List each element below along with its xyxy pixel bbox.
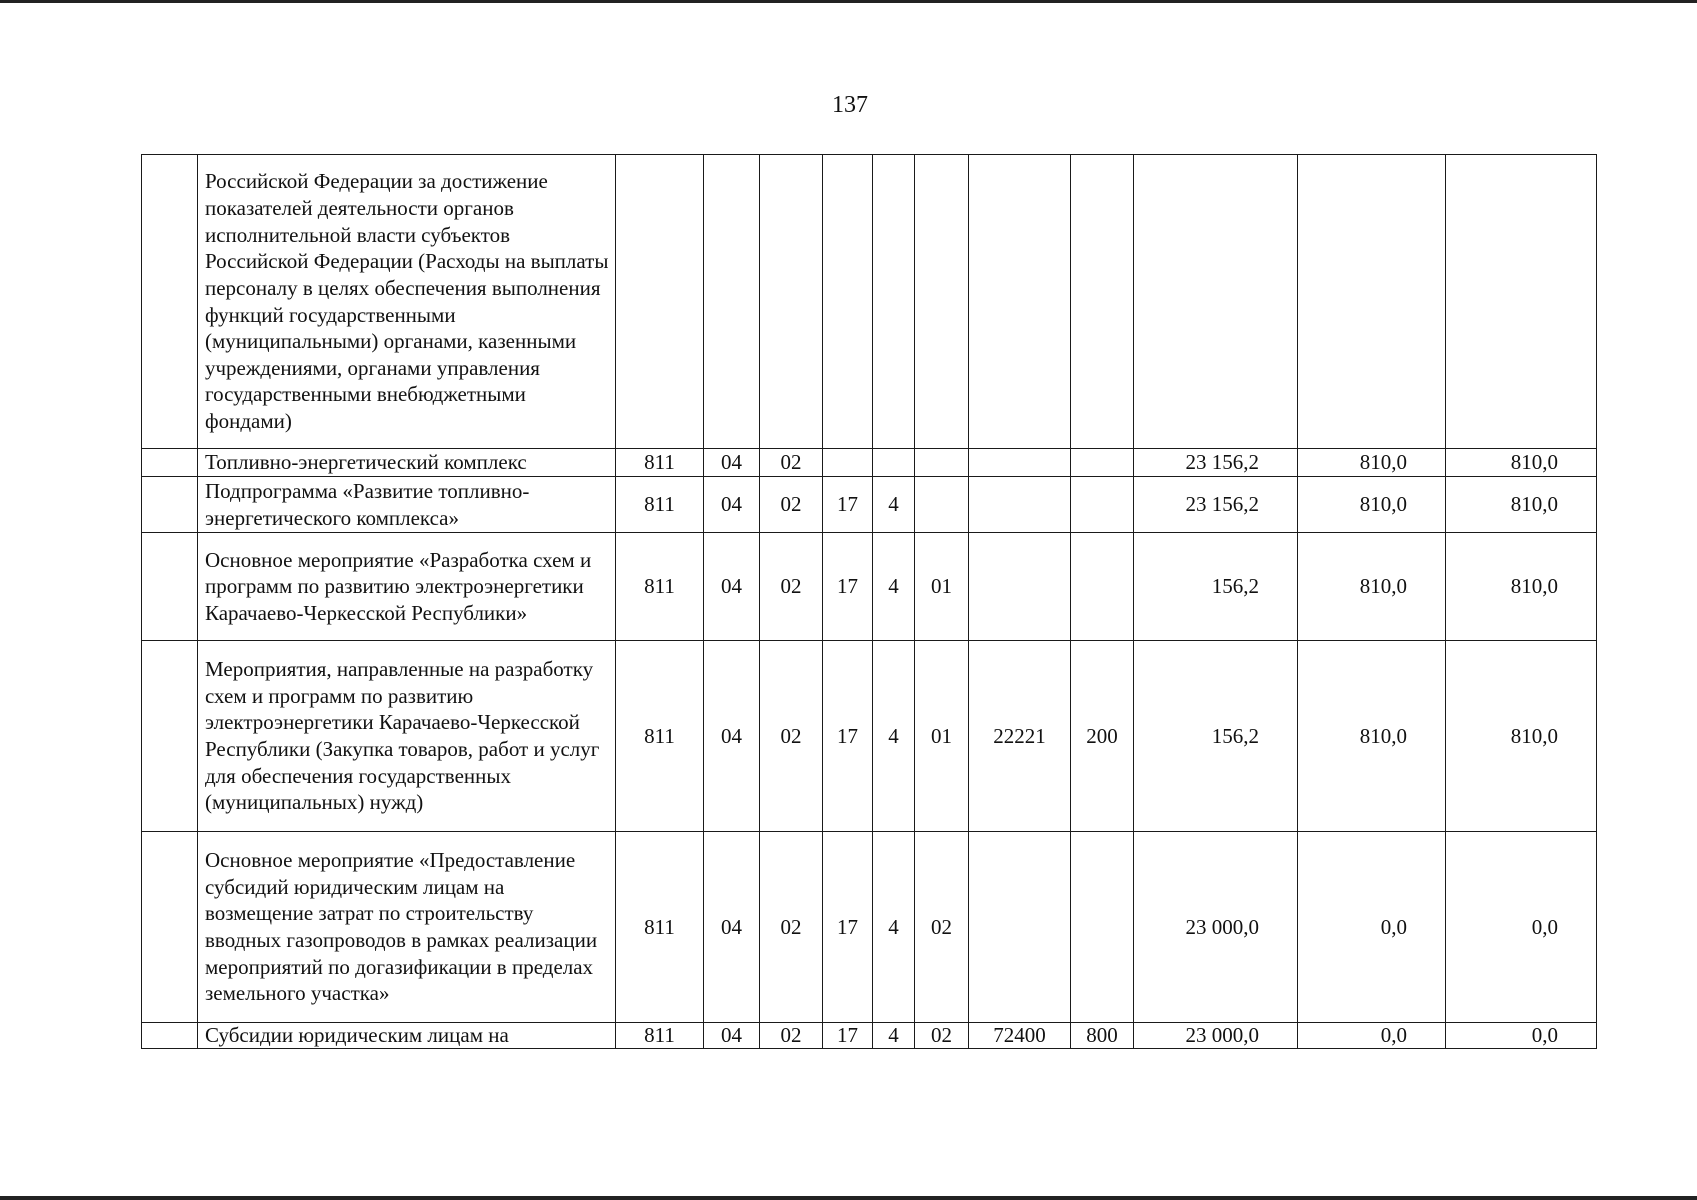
page-number: 137 bbox=[832, 92, 868, 118]
amount-1-cell: 156,2 bbox=[1134, 533, 1298, 641]
subsection-code-cell: 02 bbox=[760, 832, 823, 1023]
amount-3-cell: 810,0 bbox=[1446, 449, 1597, 477]
amount-1-cell: 23 000,0 bbox=[1134, 1023, 1298, 1049]
scan-top-edge bbox=[0, 0, 1697, 3]
section-code-cell bbox=[704, 155, 760, 449]
direction-code-cell bbox=[969, 449, 1071, 477]
table-row bbox=[142, 477, 1597, 533]
row-number-cell bbox=[142, 449, 198, 477]
amount-1-cell: 23 156,2 bbox=[1134, 477, 1298, 533]
direction-code-cell bbox=[969, 155, 1071, 449]
amount-1-cell: 156,2 bbox=[1134, 641, 1298, 832]
subsection-code-cell: 02 bbox=[760, 449, 823, 477]
ministry-code-cell bbox=[616, 155, 704, 449]
program-code-cell: 17 bbox=[823, 641, 873, 832]
section-code-cell: 04 bbox=[704, 533, 760, 641]
direction-code-cell: 22221 bbox=[969, 641, 1071, 832]
expense-type-cell bbox=[1071, 449, 1134, 477]
subsection-code-cell: 02 bbox=[760, 1023, 823, 1049]
amount-3-cell: 810,0 bbox=[1446, 641, 1597, 832]
amount-3-cell: 810,0 bbox=[1446, 533, 1597, 641]
expense-type-cell bbox=[1071, 155, 1134, 449]
direction-code-cell bbox=[969, 832, 1071, 1023]
budget-table bbox=[141, 154, 1597, 1049]
event-code-cell bbox=[915, 477, 969, 533]
event-code-cell: 01 bbox=[915, 533, 969, 641]
ministry-code-cell: 811 bbox=[616, 477, 704, 533]
event-code-cell bbox=[915, 449, 969, 477]
subprogram-code-cell: 4 bbox=[873, 533, 915, 641]
subprogram-code-cell bbox=[873, 449, 915, 477]
row-number-cell bbox=[142, 1023, 198, 1049]
row-name-cell: Основное мероприятие «Разработка схем и программ по развитию электроэнергетики Карачаево-Черкесской Республики» bbox=[198, 533, 616, 641]
program-code-cell bbox=[823, 449, 873, 477]
expense-type-cell bbox=[1071, 832, 1134, 1023]
row-number-cell bbox=[142, 832, 198, 1023]
amount-2-cell: 810,0 bbox=[1298, 641, 1446, 832]
program-code-cell: 17 bbox=[823, 533, 873, 641]
amount-3-cell: 0,0 bbox=[1446, 832, 1597, 1023]
subprogram-code-cell bbox=[873, 155, 915, 449]
subprogram-code-cell: 4 bbox=[873, 477, 915, 533]
table-row bbox=[142, 533, 1597, 641]
section-code-cell: 04 bbox=[704, 477, 760, 533]
scan-bottom-edge bbox=[0, 1196, 1697, 1200]
amount-2-cell: 810,0 bbox=[1298, 449, 1446, 477]
table-row bbox=[142, 449, 1597, 477]
ministry-code-cell: 811 bbox=[616, 1023, 704, 1049]
program-code-cell bbox=[823, 155, 873, 449]
ministry-code-cell: 811 bbox=[616, 832, 704, 1023]
row-number-cell bbox=[142, 477, 198, 533]
subsection-code-cell: 02 bbox=[760, 477, 823, 533]
table-row bbox=[142, 641, 1597, 832]
row-number-cell bbox=[142, 641, 198, 832]
direction-code-cell: 72400 bbox=[969, 1023, 1071, 1049]
program-code-cell: 17 bbox=[823, 1023, 873, 1049]
program-code-cell: 17 bbox=[823, 477, 873, 533]
row-number-cell bbox=[142, 533, 198, 641]
amount-2-cell: 810,0 bbox=[1298, 477, 1446, 533]
program-code-cell: 17 bbox=[823, 832, 873, 1023]
subprogram-code-cell: 4 bbox=[873, 641, 915, 832]
row-name-cell: Основное мероприятие «Предоставление субсидий юридическим лицам на возмещение затрат по строительству вводных газопроводов в рамках реализации мероприятий по догазификации в пределах земельного участка» bbox=[198, 832, 616, 1023]
ministry-code-cell: 811 bbox=[616, 641, 704, 832]
amount-3-cell: 810,0 bbox=[1446, 477, 1597, 533]
amount-3-cell bbox=[1446, 155, 1597, 449]
amount-1-cell bbox=[1134, 155, 1298, 449]
ministry-code-cell: 811 bbox=[616, 533, 704, 641]
amount-2-cell bbox=[1298, 155, 1446, 449]
row-number-cell bbox=[142, 155, 198, 449]
section-code-cell: 04 bbox=[704, 449, 760, 477]
amount-1-cell: 23 000,0 bbox=[1134, 832, 1298, 1023]
subsection-code-cell: 02 bbox=[760, 641, 823, 832]
table-row bbox=[142, 832, 1597, 1023]
expense-type-cell: 200 bbox=[1071, 641, 1134, 832]
row-name-cell: Российской Федерации за достижение показателей деятельности органов исполнительной власти субъектов Российской Федерации (Расходы на выплаты персоналу в целях обеспечения выполнения функций государственными (муниципальными) органами, казенными учреждениями, органами управления государственными внебюджетными фондами) bbox=[198, 155, 616, 449]
amount-3-cell: 0,0 bbox=[1446, 1023, 1597, 1049]
row-name-cell: Мероприятия, направленные на разработку схем и программ по развитию электроэнергетики Карачаево-Черкесской Республики (Закупка товаров, работ и услуг для обеспечения государственных (муниципальных) нужд) bbox=[198, 641, 616, 832]
subsection-code-cell bbox=[760, 155, 823, 449]
row-name-cell: Субсидии юридическим лицам на bbox=[198, 1023, 616, 1049]
amount-1-cell: 23 156,2 bbox=[1134, 449, 1298, 477]
amount-2-cell: 810,0 bbox=[1298, 533, 1446, 641]
event-code-cell: 02 bbox=[915, 832, 969, 1023]
section-code-cell: 04 bbox=[704, 832, 760, 1023]
event-code-cell bbox=[915, 155, 969, 449]
event-code-cell: 01 bbox=[915, 641, 969, 832]
subsection-code-cell: 02 bbox=[760, 533, 823, 641]
direction-code-cell bbox=[969, 477, 1071, 533]
table-row bbox=[142, 1023, 1597, 1049]
section-code-cell: 04 bbox=[704, 641, 760, 832]
expense-type-cell bbox=[1071, 477, 1134, 533]
amount-2-cell: 0,0 bbox=[1298, 1023, 1446, 1049]
row-name-cell: Топливно-энергетический комплекс bbox=[198, 449, 616, 477]
row-name-cell: Подпрограмма «Развитие топливно-энергетического комплекса» bbox=[198, 477, 616, 533]
subprogram-code-cell: 4 bbox=[873, 1023, 915, 1049]
direction-code-cell bbox=[969, 533, 1071, 641]
table-row bbox=[142, 155, 1597, 449]
section-code-cell: 04 bbox=[704, 1023, 760, 1049]
ministry-code-cell: 811 bbox=[616, 449, 704, 477]
expense-type-cell bbox=[1071, 533, 1134, 641]
event-code-cell: 02 bbox=[915, 1023, 969, 1049]
amount-2-cell: 0,0 bbox=[1298, 832, 1446, 1023]
expense-type-cell: 800 bbox=[1071, 1023, 1134, 1049]
subprogram-code-cell: 4 bbox=[873, 832, 915, 1023]
